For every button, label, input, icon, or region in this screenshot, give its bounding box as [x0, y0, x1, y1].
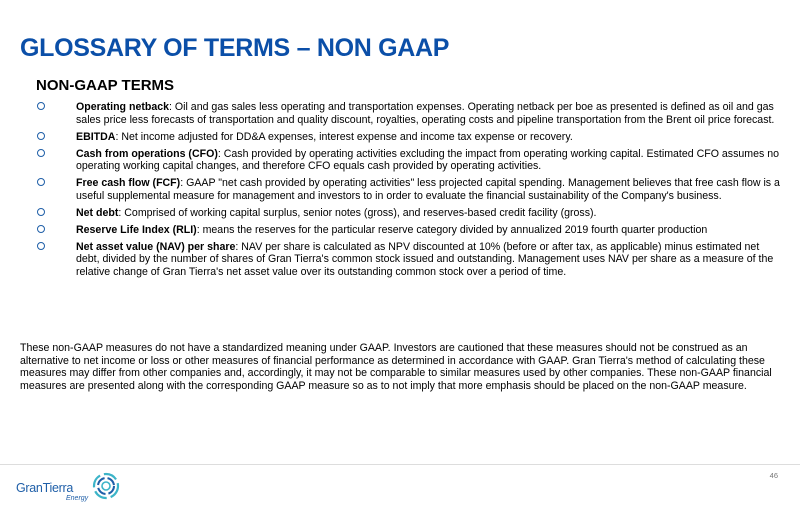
- term-net-debt: [36, 207, 780, 220]
- logo-subtext: Energy: [66, 495, 89, 502]
- term-separator: :: [180, 177, 184, 189]
- term-nav-per-share: [36, 241, 780, 279]
- bullet-icon: [37, 102, 45, 110]
- bullet-icon: [37, 178, 45, 186]
- term-definition: Cash provided by operating activities excluding the impact from operating working capital. Estimated CFO assumes no operating working capital changes, and therefore CFO equals cash provided by operating activities.: [76, 147, 780, 172]
- term-ebitda: [36, 131, 780, 144]
- term-name: Reserve Life Index (RLI): [76, 223, 197, 236]
- term-name: Net asset value (NAV) per share: [76, 240, 236, 253]
- disclaimer-paragraph: These non-GAAP measures do not have a standardized meaning under GAAP. Investors are cautioned that these measures should not be construed as an alternative to net income or loss or other measures of financial performance as determined in accordance with GAAP. Gran Tierra's method of calculating these measures may differ from other companies and, accordingly, it may not be comparable to similar measures used by other companies. These non-GAAP financial measures are presented along with the corresponding GAAP measure so as to not imply that more emphasis should be placed on the non-GAAP measure.: [20, 342, 772, 392]
- term-cfo: [36, 148, 780, 173]
- term-separator: :: [235, 240, 239, 253]
- term-separator: :: [217, 147, 221, 160]
- company-logo: [16, 468, 126, 508]
- section-subtitle: NON-GAAP TERMS: [36, 77, 175, 94]
- page-number: 46: [769, 471, 778, 480]
- term-definition: GAAP "net cash provided by operating activities" less projected capital spending. Management believes that free cash flow is a useful supplemental measure for management and investors to in order to evaluate the financial sustainability of the Company's business.: [76, 177, 780, 202]
- term-definition: Oil and gas sales less operating and transportation expenses. Operating netback per boe as presented is defined as oil and gas sales price less forecasts of transportation and quality discount, royalties, operating costs and pipeline transportation from the Brent oil price forecast.: [76, 101, 775, 126]
- slide-title: GLOSSARY OF TERMS – NON GAAP: [20, 34, 450, 62]
- logo-swirl-icon: [90, 470, 122, 502]
- term-definition: NAV per share is calculated as NPV discounted at 10% (before or after tax, as applicable) minus estimated net debt, divided by the number of shares of Gran Tierra's common stock issued and outstanding. Management uses NAV per share as a measure of the relative change of Gran Tierra's net asset value over its outstanding common stock over a period of time.: [76, 240, 774, 278]
- term-definition: means the reserves for the particular reserve category divided by annualized 2019 fourth quarter production: [199, 223, 708, 236]
- logo-wordmark: GranTierra: [16, 481, 73, 495]
- term-separator: :: [196, 223, 200, 236]
- bullet-icon: [37, 208, 45, 216]
- term-definition: Net income adjusted for DD&A expenses, interest expense and income tax expense or recovery.: [118, 130, 573, 143]
- bullet-icon: [37, 242, 45, 250]
- term-fcf: [36, 177, 780, 202]
- term-name: Net debt: [76, 206, 119, 219]
- bullet-icon: [37, 132, 45, 140]
- term-separator: :: [115, 130, 119, 143]
- footer-divider: [0, 464, 800, 465]
- term-operating-netback: [36, 101, 780, 126]
- term-rli: [36, 224, 780, 237]
- term-name: EBITDA: [76, 130, 116, 143]
- term-name: Cash from operations (CFO): [76, 147, 218, 160]
- bullet-icon: [37, 149, 45, 157]
- bullet-icon: [37, 225, 45, 233]
- term-separator: :: [118, 206, 122, 219]
- term-separator: :: [169, 101, 172, 113]
- terms-list: [36, 101, 780, 283]
- term-name: Free cash flow (FCF): [76, 177, 181, 189]
- term-name: Operating netback: [76, 101, 170, 113]
- term-definition: Comprised of working capital surplus, senior notes (gross), and reserves-based credit facility (gross).: [121, 206, 597, 219]
